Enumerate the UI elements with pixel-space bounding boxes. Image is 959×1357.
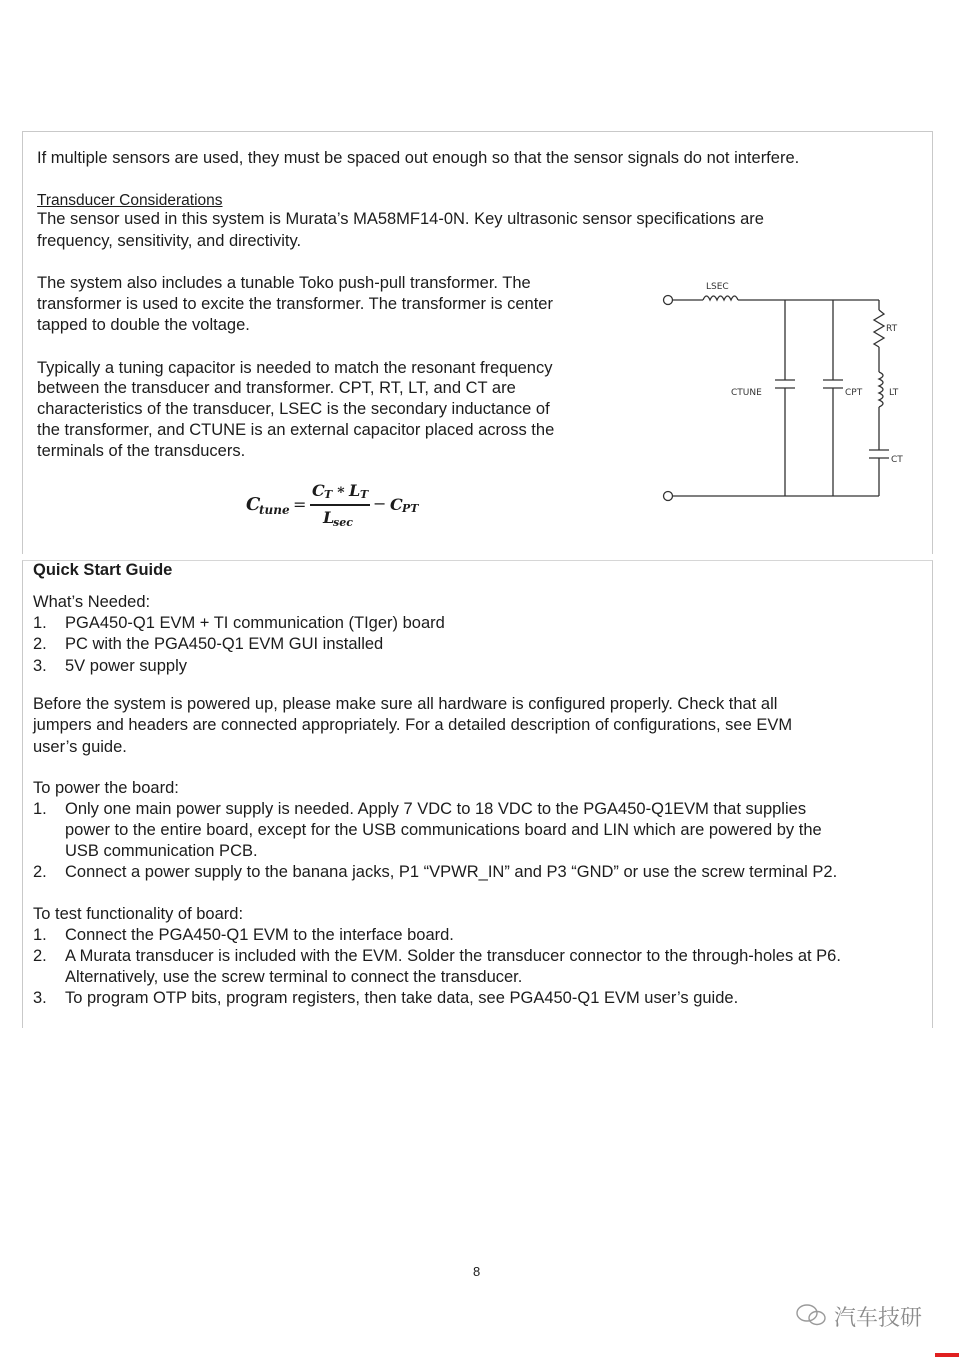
watermark-text: 汽车技研 bbox=[834, 1306, 923, 1331]
power-2-line1: Connect a power supply to the banana jacks, P1 “VPWR_IN” and P3 “GND” or use the screw terminal P2. bbox=[65, 863, 838, 881]
before-line1: Before the system is powered up, please make sure all hardware is configured properly. Check that all bbox=[33, 695, 778, 713]
formula-den: L bbox=[323, 508, 335, 527]
needed-1-text: PGA450-Q1 EVM + TI communication (TIger) board bbox=[65, 614, 445, 632]
transducer-p3-line5: terminals of the transducers. bbox=[37, 442, 246, 460]
label-ctune: CTUNE bbox=[731, 388, 762, 398]
formula-num-a: C bbox=[312, 481, 325, 500]
power-2-number: 2. bbox=[33, 863, 47, 881]
formula-times: ∗ bbox=[336, 482, 346, 498]
formula-num-a-sub: T bbox=[324, 488, 333, 501]
needed-title: What’s Needed: bbox=[33, 593, 151, 611]
label-cpt: CPT bbox=[845, 388, 863, 398]
label-ct: CT bbox=[891, 455, 903, 465]
transducer-p2-line3: tapped to double the voltage. bbox=[37, 316, 250, 334]
transducer-p2-line2: transformer is used to excite the transformer. The transformer is center bbox=[37, 295, 553, 313]
formula-den-sub: sec bbox=[333, 516, 353, 529]
transducer-p1-line2: frequency, sensitivity, and directivity. bbox=[37, 232, 302, 250]
before-line3: user’s guide. bbox=[33, 738, 127, 756]
test-2-line1: A Murata transducer is included with the EVM. Solder the transducer connector to the through-holes at P6. bbox=[65, 947, 841, 965]
needed-3-number: 3. bbox=[33, 657, 47, 675]
formula-lhs: C bbox=[246, 494, 261, 515]
lsec-inductor-icon bbox=[703, 296, 738, 300]
transducer-p3-line1: Typically a tuning capacitor is needed to match the resonant frequency bbox=[37, 359, 553, 377]
power-1-number: 1. bbox=[33, 800, 47, 818]
formula-rhs-sub: PT bbox=[402, 502, 419, 515]
test-3-number: 3. bbox=[33, 989, 47, 1007]
test-title: To test functionality of board: bbox=[33, 905, 244, 923]
power-title: To power the board: bbox=[33, 779, 179, 797]
lt-inductor-icon bbox=[879, 372, 883, 407]
power-1-line1: Only one main power supply is needed. Apply 7 VDC to 18 VDC to the PGA450-Q1EVM that supplies bbox=[65, 800, 807, 818]
formula-minus: − bbox=[373, 494, 387, 513]
needed-3-text: 5V power supply bbox=[65, 657, 187, 675]
formula-fraction-bar bbox=[310, 504, 370, 506]
test-2-line2: Alternatively, use the screw terminal to connect the transducer. bbox=[65, 968, 523, 986]
terminal-bottom-icon bbox=[664, 492, 673, 501]
page-number: 8 bbox=[473, 1264, 481, 1279]
test-2-number: 2. bbox=[33, 947, 47, 965]
intro-text: If multiple sensors are used, they must be spaced out enough so that the sensor signals do not interfere. bbox=[37, 149, 800, 167]
formula-equals: = bbox=[293, 495, 307, 514]
before-line2: jumpers and headers are connected appropriately. For a detailed description of configurations, see EVM bbox=[33, 716, 793, 734]
test-1-number: 1. bbox=[33, 926, 47, 944]
power-1-line2: power to the entire board, except for the USB communications board and LIN which are powered by the bbox=[65, 821, 822, 839]
wechat-icon bbox=[795, 1302, 829, 1328]
needed-2-number: 2. bbox=[33, 635, 47, 653]
formula-num-b-sub: T bbox=[360, 488, 369, 501]
needed-2-text: PC with the PGA450-Q1 EVM GUI installed bbox=[65, 635, 384, 653]
needed-1-number: 1. bbox=[33, 614, 47, 632]
ctune-capacitor-icon bbox=[775, 380, 795, 388]
transducer-p3-line4: the transformer, and CTUNE is an external capacitor placed across the bbox=[37, 421, 555, 439]
formula-rhs: C bbox=[390, 495, 403, 514]
transducer-p2-line1: The system also includes a tunable Toko push-pull transformer. The bbox=[37, 274, 531, 292]
formula-num-b: L bbox=[349, 481, 361, 500]
ct-capacitor-icon bbox=[869, 450, 889, 458]
test-3-line1: To program OTP bits, program registers, then take data, see PGA450-Q1 EVM user’s guide. bbox=[65, 989, 739, 1007]
transducer-circuit-diagram bbox=[655, 272, 915, 512]
label-lsec: LSEC bbox=[706, 282, 729, 292]
transducer-p3-line2: between the transducer and transformer. CPT, RT, LT, and CT are bbox=[37, 379, 516, 397]
transducer-heading: Transducer Considerations bbox=[37, 192, 223, 209]
transducer-p3-line3: characteristics of the transducer, LSEC is the secondary inductance of bbox=[37, 400, 550, 418]
transducer-p1-line1: The sensor used in this system is Murata’s MA58MF14-0N. Key ultrasonic sensor specifications are bbox=[37, 210, 764, 228]
label-lt: LT bbox=[889, 388, 899, 398]
cpt-capacitor-icon bbox=[823, 380, 843, 388]
ctune-formula bbox=[246, 478, 446, 538]
corner-red-mark bbox=[935, 1353, 959, 1357]
formula-lhs-sub: tune bbox=[259, 503, 290, 517]
terminal-top-icon bbox=[664, 296, 673, 305]
quickstart-heading: Quick Start Guide bbox=[33, 561, 173, 579]
power-1-line3: USB communication PCB. bbox=[65, 842, 258, 860]
label-rt: RT bbox=[886, 324, 898, 334]
rt-resistor-icon bbox=[874, 310, 884, 347]
test-1-line1: Connect the PGA450-Q1 EVM to the interface board. bbox=[65, 926, 454, 944]
